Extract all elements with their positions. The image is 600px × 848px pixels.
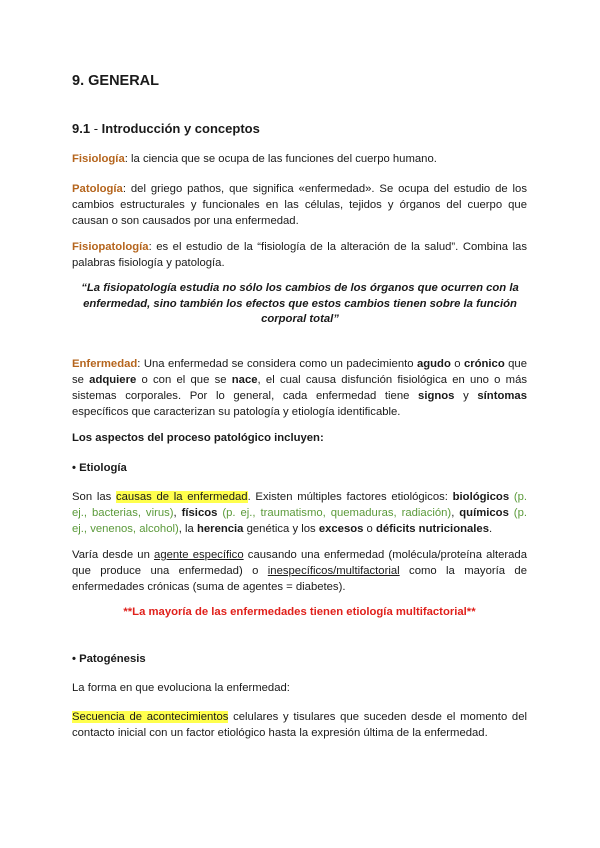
enfermedad-text-3: que se [72, 358, 527, 386]
etiologia-text-6: genética y los [243, 523, 319, 535]
enfermedad-text-1: : Una enfermedad se considera como un padecimiento [137, 358, 417, 370]
etiologia-quimicos: químicos [459, 507, 509, 519]
patogenesis-paragraph [72, 709, 527, 741]
enfermedad-text-4: o con el que se [136, 374, 232, 386]
etiologia-example-3: (p. ej., venenos, alcohol) [72, 507, 527, 535]
enfermedad-term: Enfermedad [72, 358, 138, 370]
enfermedad-text-6: y [454, 390, 478, 402]
aspectos-heading: Los aspectos del proceso patológico incluyen: [72, 432, 324, 444]
fisiologia-text: : la ciencia que se ocupa de las funciones del cuerpo humano. [124, 153, 437, 165]
etiologia-example-2: (p. ej., traumatismo, quemaduras, radiación) [217, 507, 452, 519]
section-title [72, 121, 260, 136]
patogenesis-heading: • Patogénesis [72, 653, 146, 665]
etiologia-p2-text-2: causando una enfermedad (molécula/proteína alterada que produce una enfermedad) o [72, 549, 527, 577]
etiologia-example-1: (p. ej., bacterias, virus) [72, 491, 528, 519]
etiologia-biologicos: biológicos [452, 491, 510, 503]
etiologia-deficits: déficits nutricionales [375, 523, 489, 535]
etiologia-paragraph-2 [72, 547, 527, 595]
etiologia-inespecificos: inespecíficos/multifactorial [267, 565, 400, 577]
etiologia-heading: • Etiología [72, 462, 127, 474]
enfermedad-signos: signos [418, 390, 455, 402]
etiologia-text-5: , la [178, 523, 197, 535]
enfermedad-paragraph [72, 356, 527, 420]
enfermedad-sintomas: síntomas [477, 390, 527, 402]
patogenesis-text: celulares y tisulares que suceden desde el momento del contacto inicial con un factor etiológico hasta la expresión última de la enfermedad. [72, 711, 528, 739]
etiologia-p2-text-1: Varía desde un [72, 549, 155, 561]
patologia-term: Patología [72, 183, 123, 195]
patologia-text: : del griego pathos, que significa «enfermedad». Se ocupa del estudio de los cambios estructurales y funcionales en las células, tejidos y órganos del cuerpo que causan o son causados por una enfermedad. [72, 183, 527, 227]
patogenesis-highlight: Secuencia de acontecimientos [72, 711, 229, 723]
etiologia-agente-especifico: agente específico [154, 549, 244, 561]
fisiologia-paragraph [72, 151, 527, 167]
fisiopatologia-quote: “La fisiopatología estudia no sólo los cambios de los órganos que ocurren con la enfermedad, sino también los efectos que estos cambios tienen sobre la función corporal total” [81, 282, 519, 325]
section-title-text: Introducción y conceptos [101, 121, 260, 136]
etiologia-excesos: excesos [318, 523, 364, 535]
fisiopatologia-text: : es el estudio de la “fisiología de la alteración de la salud”. Combina las palabras fisiología y patología. [72, 241, 527, 269]
fisiopatologia-paragraph [72, 239, 527, 271]
etiologia-text-4: , [451, 507, 460, 519]
section-separator: - [90, 121, 102, 136]
etiologia-text-3: , [173, 507, 182, 519]
patogenesis-intro: La forma en que evoluciona la enfermedad: [72, 682, 290, 694]
etiologia-text-8: . [488, 523, 493, 535]
etiologia-p2-text-3: como la mayoría de enfermedades crónicas (suma de agentes = diabetes). [72, 565, 527, 593]
section-number: 9.1 [72, 121, 91, 136]
etiologia-paragraph-1 [72, 489, 527, 537]
enfermedad-adquiere: adquiere [89, 374, 137, 386]
etiologia-text-2: . Existen múltiples factores etiológicos: [247, 491, 453, 503]
etiologia-fisicos: físicos [181, 507, 218, 519]
enfermedad-text-7: específicos que caracterizan su patología y etiología identificable. [72, 406, 401, 418]
enfermedad-nace: nace [231, 374, 258, 386]
enfermedad-text-2: o [450, 358, 464, 370]
etiologia-highlight: causas de la enfermedad [115, 491, 248, 503]
enfermedad-cronico: crónico [463, 358, 505, 370]
page-title: 9. GENERAL [72, 73, 160, 89]
etiologia-herencia: herencia [196, 523, 244, 535]
fisiologia-term: Fisiología [72, 153, 125, 165]
etiologia-note: **La mayoría de las enfermedades tienen etiología multifactorial** [123, 606, 476, 618]
patologia-paragraph [72, 181, 527, 229]
enfermedad-agudo: agudo [416, 358, 451, 370]
fisiopatologia-term: Fisiopatología [72, 241, 149, 253]
enfermedad-text-5: , el cual causa disfunción fisiológica en uno o más sistemas corporales. Por lo general, cada enfermedad tiene [72, 374, 527, 402]
etiologia-text-1: Son las [72, 491, 116, 503]
etiologia-text-7: o [363, 523, 376, 535]
